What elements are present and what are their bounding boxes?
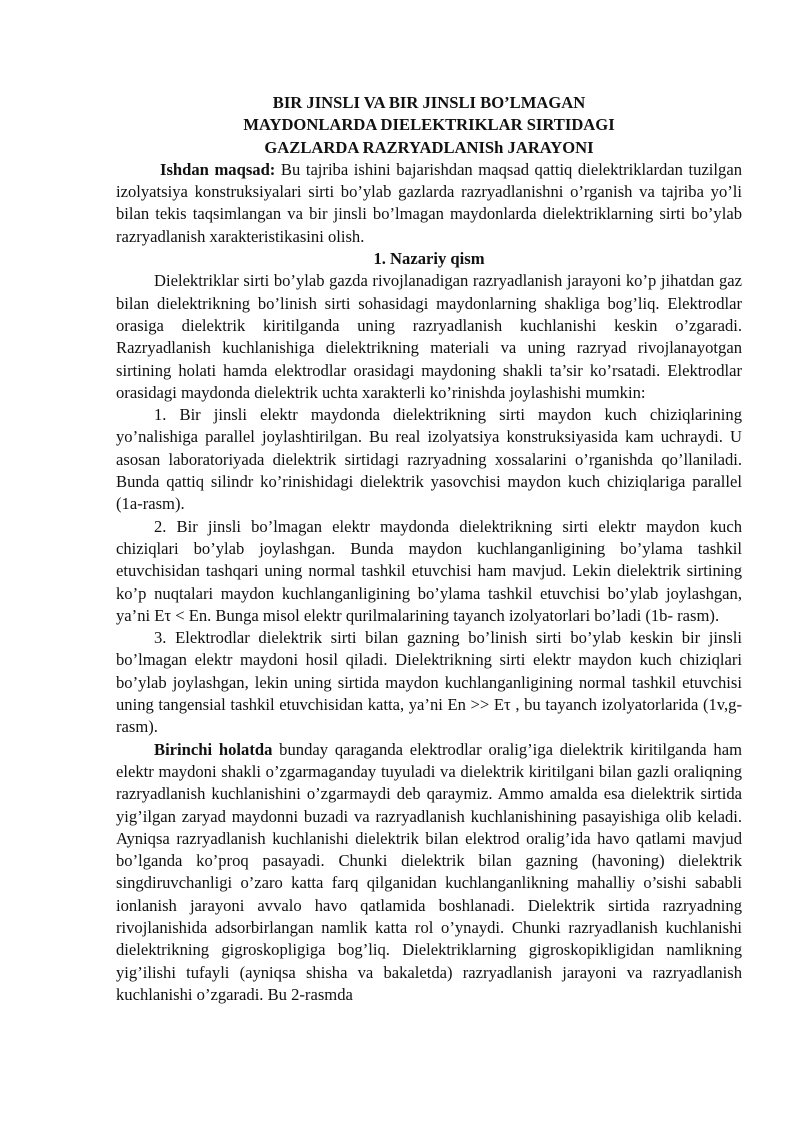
document-title — [116, 92, 742, 159]
list-item-1: 1. Bir jinsli elektr maydonda dielektrikning sirti maydon kuch chiziqlarining yo’nalishiga parallel joylashtirilgan. Bu real izolyatsiya konstruksiyasida kam uchraydi. U asosan laboratoriyada dielektrik sirtidagi razryadning xossalarini o’rganishda qo’llaniladi. Bunda qattiq silindr ko’rinishidagi dielektrik yasovchisi maydon kuch chiziqlariga parallel (1a-rasm). — [116, 405, 742, 514]
first-case-text: bunday qaraganda elektrodlar oralig’iga dielektrik kiritilganda ham elektr maydoni shakli o’zgarmaganday tuyuladi va dielektrik kiritilgani bilan gazli oraliqning razryadlanish kuchlanishini o’zgarmaydi deb qaraymiz. Ammo amalda esa dielektrik sirtida yig’ilgan zaryad maydonni buzadi va razryadlanish kuchlanishining pasayishiga olib keladi. Ayniqsa razryadlanish kuchlanishi dielektrik bilan elektrod oralig’ida havo qatlami mavjud bo’lganda ko’proq pasayadi. Chunki dielektrik bilan gazning (havoning) dielektrik singdiruvchanligi o’zaro katta farq qilganidan kuchlanganlikning mahalliy o’sishi sababli ionlanish jarayoni avvalo havo qatlamida boshlanadi. Dielektrik sirtida razryadning rivojlanishida adsorbirlangan namlik katta rol o’ynaydi. Chunki razryadlanish kuchlanishi dielektrikning gigroskopligiga bog’liq. Dielektriklarning gigroskopikligidan namlikning yig’ilishi tufayli (ayniqsa shisha va bakaletda) razryadlanish jarayoni va razryadlanish kuchlanishi o’zgaradi. Bu 2-rasmda — [116, 739, 742, 1004]
section-heading: 1. Nazariy qism — [373, 249, 485, 269]
aim-label: Ishdan maqsad: — [160, 159, 276, 179]
title-line-1: BIR JINSLI VA BIR JINSLI BO’LMAGAN — [272, 93, 586, 112]
first-case-label: Birinchi holatda — [154, 739, 273, 759]
list-item-2: 2. Bir jinsli bo’lmagan elektr maydonda dielektrikning sirti elektr maydon kuch chiziqlari bo’ylab joylashgan. Bunda maydon kuchlanganligining bo’ylama tashkil etuvchisidan tashqari uning normal tashkil etuvchisi ham mavjud. Lekin dielektrik sirtining ko’p nuqtalari maydon kuchlanganligining bo’ylama tashkil etuvchisi bo’ylab joylashgan, ya’ni Eτ < En. Bunga misol elektr qurilmalarining tayanch izolyatorlari bo’ladi (1b- rasm). — [116, 516, 742, 625]
document-page — [116, 92, 742, 1006]
aim-paragraph — [116, 159, 742, 248]
intro-paragraph: Dielektriklar sirti bo’ylab gazda rivojlanadigan razryadlanish jarayoni ko’p jihatdan gaz bilan dielektrikning bo’linish sirti sohasidagi maydonlarning shakliga bog’liq. Elektrodlar orasiga dielektrik kiritilganda uning razryadlanish kuchlanishi keskin o’zgaradi. Razryadlanish kuchlanishiga dielektrikning materiali va uning razryad rivojlanayotgan sirtining holati hamda elektrodlar orasidagi maydoning shakli ta’sir ko’rsatadi. Elektrodlar orasidagi maydonda dielektrik uchta xarakterli ko’rinishda joylashishi mumkin: — [116, 271, 742, 402]
first-case-paragraph — [116, 739, 742, 1007]
aim-text: Bu tajriba ishini bajarishdan maqsad qattiq dielektriklardan tuzilgan izolyatsiya konstruksiyalari sirti bo’ylab gazlarda razryadlanishni o’rganish va tajriba yo’li bilan tekis taqsimlangan va bir jinsli bo’lmagan maydonlarda dielektriklarning sirti bo’ylab razryadlanish xarakteristikasini olish. — [116, 159, 742, 246]
title-line-2: MAYDONLARDA DIELEKTRIKLAR SIRTIDAGI — [243, 115, 615, 135]
title-line-3: GAZLARDA RAZRYADLANISh JARAYONI — [264, 137, 594, 157]
list-item-3: 3. Elektrodlar dielektrik sirti bilan gazning bo’linish sirti bo’ylab keskin bir jinsli bo’lmagan elektr maydoni hosil qiladi. Dielektrikning sirti elektr maydon kuch chiziqlari bo’ylab joylashgan, lekin uning sirtida maydon kuchlanganligining normal tashkil etuvchisi uning tangensial tashkil etuvchisidan katta, ya’ni En >> Eτ , bu tayanch izolyatorlarida (1v,g-rasm). — [116, 628, 742, 737]
